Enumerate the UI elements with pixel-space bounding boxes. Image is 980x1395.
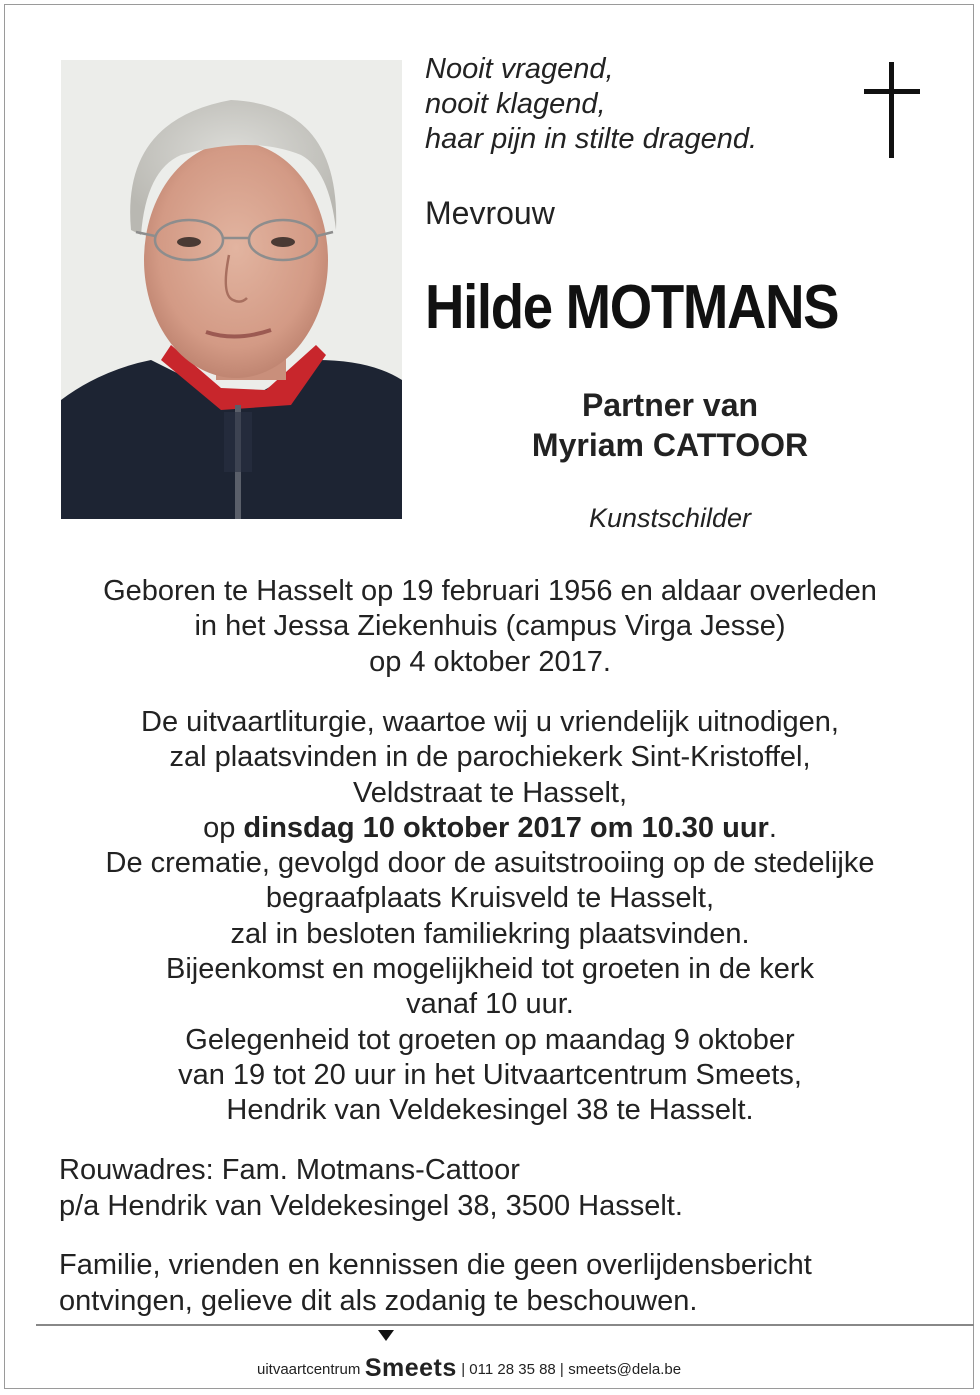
date-prefix: op bbox=[203, 811, 244, 844]
ceremony-date: dinsdag 10 oktober 2017 om 10.30 uur bbox=[243, 811, 769, 844]
text-line: zal in besloten familiekring plaatsvinden. bbox=[230, 917, 750, 950]
text-line: op 4 oktober 2017. bbox=[369, 645, 611, 678]
footer-brand: Smeets bbox=[364, 1354, 457, 1382]
ceremony-date-line bbox=[40, 811, 940, 846]
text-line: vanaf 10 uur. bbox=[406, 988, 574, 1021]
text-line: begraafplaats Kruisveld te Hasselt, bbox=[265, 882, 715, 915]
text-line: Bijeenkomst en mogelijkheid tot groeten in de kerk bbox=[165, 953, 815, 986]
footer bbox=[0, 1342, 980, 1382]
text-line: De crematie, gevolgd door de asuitstrooiing op de stedelijke bbox=[105, 847, 875, 880]
partner-name: Myriam CATTOOR bbox=[531, 427, 809, 463]
birth-death-details bbox=[40, 574, 940, 680]
honorific: Mevrouw bbox=[425, 195, 555, 231]
text-line: Gelegenheid tot groeten op maandag 9 oktober bbox=[185, 1023, 795, 1056]
text-line: Hendrik van Veldekesingel 38 te Hasselt. bbox=[226, 1094, 754, 1127]
partner-label: Partner van bbox=[581, 387, 759, 423]
portrait-photo bbox=[61, 60, 402, 519]
text-line: Familie, vrienden en kennissen die geen overlijdensbericht bbox=[59, 1249, 812, 1281]
mourning-address bbox=[59, 1153, 939, 1224]
text-line: zal plaatsvinden in de parochiekerk Sint-Kristoffel, bbox=[169, 741, 811, 774]
footer-email[interactable]: smeets@dela.be bbox=[568, 1361, 682, 1378]
notice bbox=[59, 1248, 939, 1319]
date-suffix: . bbox=[768, 811, 777, 844]
cross-icon bbox=[864, 62, 920, 165]
text-line: Veldstraat te Hasselt, bbox=[352, 776, 628, 809]
text-line: in het Jessa Ziekenhuis (campus Virga Jesse) bbox=[194, 610, 786, 643]
triangle-marker-icon bbox=[378, 1330, 394, 1342]
poem-line: nooit klagend, bbox=[425, 88, 606, 120]
ceremony-details bbox=[40, 705, 940, 1129]
text-line: van 19 tot 20 uur in het Uitvaartcentrum Smeets, bbox=[178, 1058, 802, 1091]
poem bbox=[425, 52, 845, 157]
text-line: ontvingen, gelieve dit als zodanig te beschouwen. bbox=[59, 1284, 698, 1317]
poem-line: haar pijn in stilte dragend. bbox=[425, 123, 758, 155]
profession: Kunstschilder bbox=[588, 503, 752, 533]
deceased-name: Hilde MOTMANS bbox=[425, 273, 839, 342]
divider bbox=[36, 1324, 974, 1326]
text-line: p/a Hendrik van Veldekesingel 38, 3500 Hasselt. bbox=[59, 1189, 683, 1222]
footer-prefix: uitvaartcentrum bbox=[257, 1361, 361, 1378]
poem-line: Nooit vragend, bbox=[425, 53, 614, 85]
text-line: Rouwadres: Fam. Motmans-Cattoor bbox=[59, 1154, 520, 1186]
text-line: Geboren te Hasselt op 19 februari 1956 en aldaar overleden bbox=[103, 575, 877, 607]
footer-phone: | 011 28 35 88 | bbox=[461, 1361, 564, 1378]
text-line: De uitvaartliturgie, waartoe wij u vriendelijk uitnodigen, bbox=[141, 706, 839, 738]
